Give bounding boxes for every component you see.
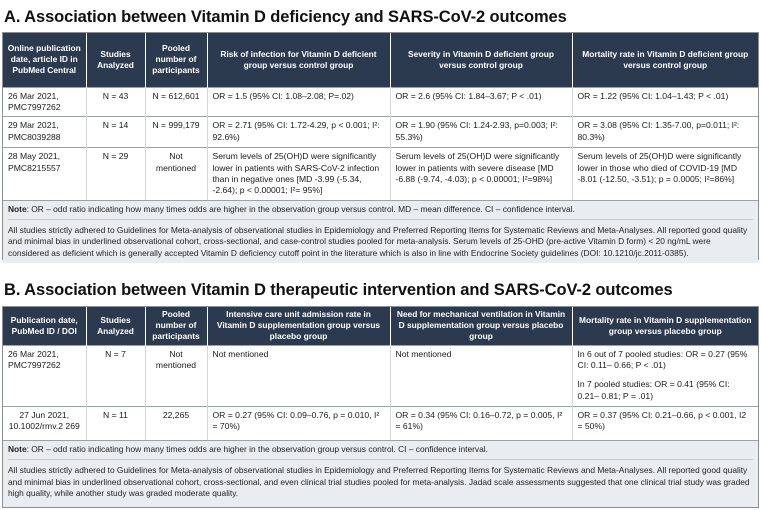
table-row (3, 406, 758, 440)
table-a-header-mortality: Mortality rate in Vitamin D deficient group versus control group (572, 33, 758, 87)
table-a-header-studies: Studies Analyzed (86, 33, 145, 87)
cell-date: 26 Mar 2021, PMC7997262 (3, 87, 86, 117)
cell-severity: OR = 2.6 (95% CI: 1.84–3.67; P < .01) (390, 87, 572, 117)
table-b-detail-text: All studies strictly adhered to Guidelines for Meta-analysis of observational studies in Epidemiology and Preferred Reporting Items for Systematic Reviews and Meta-Analyses. All reported good quality and minimal bias in underlined observational cohort, cross-sectional, and even clinical trial studies pooled for meta-analysis. Jadad scale assessments suggested that one clinical trial study was graded high quality, while another study was graded moderate quality. (8, 465, 750, 499)
table-b (3, 307, 758, 440)
table-row (3, 345, 758, 406)
table-b-header-date: Publication date, PubMed ID / DOI (3, 307, 86, 345)
cell-ventilation: Not mentioned (390, 345, 572, 406)
cell-studies: N = 43 (86, 87, 145, 117)
cell-studies: N = 14 (86, 117, 145, 148)
table-a-header-row (3, 33, 758, 87)
cell-participants: N = 999,179 (145, 117, 207, 148)
table-a-notes (3, 200, 758, 263)
cell-date: 28 May 2021, PMC8215557 (3, 148, 86, 200)
cell-icu: OR = 0.27 (95% CI: 0.09–0.76, p = 0.010, I² = 70%) (207, 406, 390, 440)
table-b-header-mortality: Mortality rate in Vitamin D supplementation group versus placebo group (572, 307, 758, 345)
table-b-header-participants: Pooled number of participants (145, 307, 207, 345)
cell-participants: N = 612,601 (145, 87, 207, 117)
mortality-7-pooled: In 7 pooled studies: OR = 0.41 (95% CI: 0.21– 0.81; P = .01) (577, 379, 730, 401)
note-text: : OR – odd ratio indicating how many times odds are higher in the observation group versus control. CI – confidence interval. (26, 444, 488, 454)
cell-ventilation: OR = 0.34 (95% CI: 0.16–0.72, p = 0.005, I² = 61%) (390, 406, 572, 440)
cell-infection: OR = 2.71 (95% CI: 1.72-4.29, p < 0.001; I²: 92.6%) (207, 117, 390, 148)
cell-mortality: OR = 1.22 (95% CI: 1.04–1.43; P < .01) (572, 87, 758, 117)
cell-studies: N = 11 (86, 406, 145, 440)
cell-date: 26 Mar 2021, PMC7997262 (3, 345, 86, 406)
table-b-header-ventilation: Need for mechanical ventilation in Vitamin D supplementation group versus placebo group (390, 307, 572, 345)
cell-participants: Not mentioned (145, 345, 207, 406)
table-b-note-line (8, 444, 753, 460)
table-a-header-participants: Pooled number of participants (145, 33, 207, 87)
cell-date: 29 Mar 2021, PMC8039288 (3, 117, 86, 148)
cell-mortality: OR = 0.37 (95% CI: 0.21–0.66, p < 0.001, I2 = 50%) (572, 406, 758, 440)
mortality-6-of-7: In 6 out of 7 pooled studies: OR = 0.27 (95% CI: 0.11– 0.66; P < .01) (577, 348, 748, 370)
cell-mortality (572, 345, 758, 406)
cell-icu: Not mentioned (207, 345, 390, 406)
table-row (3, 117, 758, 148)
table-b-header-studies: Studies Analyzed (86, 307, 145, 345)
cell-participants: 22,265 (145, 406, 207, 440)
cell-severity: Serum levels of 25(OH)D were significantly lower in patients with severe disease [MD -6.88 (-9.74, -4.03); p < 0.00001; I²=98%] (390, 148, 572, 200)
cell-studies: N = 29 (86, 148, 145, 200)
table-b-notes (3, 440, 758, 507)
cell-infection: Serum levels of 25(OH)D were significantly lower in patients with SARS-CoV-2 infection than in negative ones [MD -3.99 (-5.34, -2.64); p < 0.00001; I²= 95%] (207, 148, 390, 200)
table-a-header-date: Online publication date, article ID in PubMed Central (3, 33, 86, 87)
table-row (3, 148, 758, 200)
table-b-frame (2, 306, 759, 508)
table-b-header-icu: Intensive care unit admission rate in Vitamin D supplementation group versus placebo group (207, 307, 390, 345)
table-a-header-infection: Risk of infection for Vitamin D deficient group versus control group (207, 33, 390, 87)
table-a-frame (2, 32, 759, 260)
section-a-title: A. Association between Vitamin D deficiency and SARS-CoV-2 outcomes (4, 8, 567, 26)
cell-studies: N = 7 (86, 345, 145, 406)
cell-date: 27 Jun 2021, 10.1002/rmv.2 269 (3, 406, 86, 440)
table-row (3, 87, 758, 117)
note-label: Note (8, 203, 27, 214)
cell-infection: OR = 1.5 (95% CI: 1.08–2.08; P=.02) (207, 87, 390, 117)
cell-severity: OR = 1.90 (95% CI: 1.24-2.93, p=0.003; I²: 55.3%) (390, 117, 572, 148)
table-a-note-line (8, 204, 753, 220)
section-b-title: B. Association between Vitamin D therapeutic intervention and SARS-CoV-2 outcomes (4, 281, 673, 299)
table-b-header-row (3, 307, 758, 345)
note-text: : OR – odd ratio indicating how many times odds are higher in the observation group versus control. MD – mean difference. CI – confidence interval. (26, 203, 575, 214)
table-a-detail-text: All studies strictly adhered to Guidelines for Meta-analysis of observational studies in Epidemiology and Preferred Reporting Items for Systematic Reviews and Meta-Analyses. All reported good quality and minimal bias in underlined observational cohort, cross-sectional, and case-control studies pooled for meta-analysis. Serum levels of 25-OHD (pre-active Vitamin D form) < 20 ng/mL were considered as deficient which is generally accepted Vitamin D deficiency cutoff point in the literature which is also in line with Endocrine Society guidelines (DOI: 10.1210/jc.2011-0385). (8, 224, 748, 258)
table-a-header-severity: Severity in Vitamin D deficient group versus control group (390, 33, 572, 87)
note-label: Note (8, 444, 27, 454)
cell-mortality: Serum levels of 25(OH)D were significantly lower in those who died of COVID-19 [MD -8.01 (-12.50, -3.51); p = 0.0005; I²=86%] (572, 148, 758, 200)
cell-mortality: OR = 3.08 (95% CI: 1.35-7.00, p=0.011; I²: 80.3%) (572, 117, 758, 148)
table-a (3, 33, 758, 200)
cell-participants: Not mentioned (145, 148, 207, 200)
